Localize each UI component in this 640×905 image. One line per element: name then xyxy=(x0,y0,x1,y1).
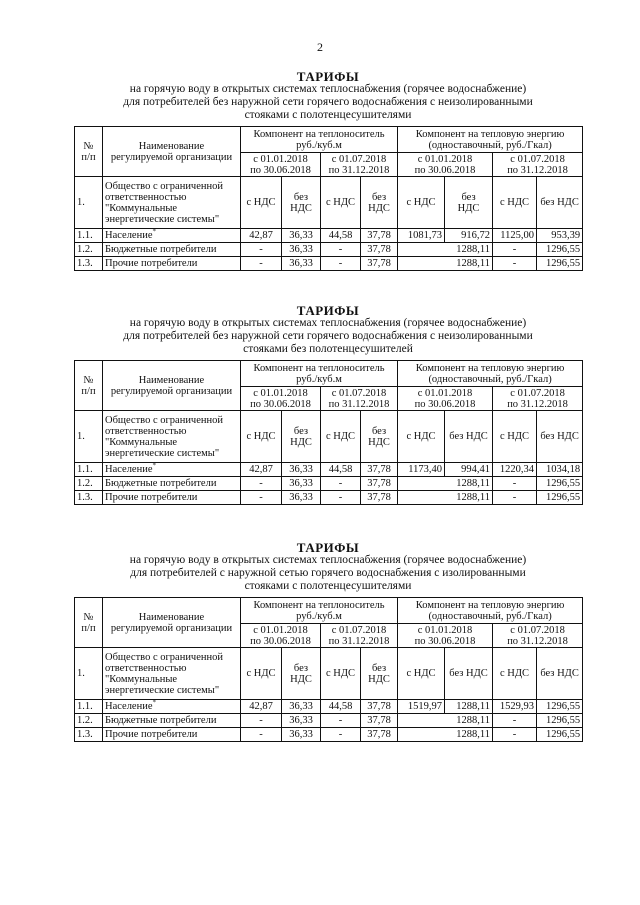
tariff-value: 36,33 xyxy=(282,463,321,477)
header-organization: Наименование регулируемой организации xyxy=(103,598,241,648)
table-row xyxy=(75,229,583,243)
org-number: 1. xyxy=(75,648,103,700)
col-without-vat: без НДС xyxy=(282,411,321,463)
tariff-value: 1296,55 xyxy=(537,491,583,505)
header-number: № п/п xyxy=(75,598,103,648)
footnote-mark: * xyxy=(152,227,156,236)
tariff-value: 1081,73 xyxy=(398,229,445,243)
section-subtitle-line: стояками с полотенцесушителями xyxy=(244,109,412,121)
section-title: ТАРИФЫ xyxy=(296,303,360,318)
row-consumer: Население* xyxy=(103,700,241,714)
row-consumer: Прочие потребители xyxy=(103,728,241,742)
section-heading xyxy=(74,304,582,356)
tariff-value: 1296,55 xyxy=(537,728,583,742)
tariff-value: 1529,93 xyxy=(493,700,537,714)
table-row xyxy=(75,257,583,271)
header-organization: Наименование регулируемой организации xyxy=(103,127,241,177)
row-number: 1.2. xyxy=(75,477,103,491)
section-subtitle-line: на горячую воду в открытых системах теплоснабжения (горячее водоснабжение) xyxy=(129,83,527,95)
tariff-value: 36,33 xyxy=(282,243,321,257)
table-row xyxy=(75,477,583,491)
col-with-vat: с НДС xyxy=(398,177,445,229)
tariff-value: 1288,11 xyxy=(398,243,493,257)
header-number: № п/п xyxy=(75,361,103,411)
tariff-value: 44,58 xyxy=(321,463,361,477)
table-row xyxy=(75,463,583,477)
table-row xyxy=(75,714,583,728)
section-subtitle-line: стояками с полотенцесушителями xyxy=(244,580,412,592)
col-without-vat: без НДС xyxy=(445,411,493,463)
footnote-mark: * xyxy=(152,461,156,470)
row-number: 1.3. xyxy=(75,728,103,742)
tariff-value: - xyxy=(493,477,537,491)
tariff-section xyxy=(74,70,582,271)
row-number: 1.3. xyxy=(75,257,103,271)
tariff-value: 1296,55 xyxy=(537,714,583,728)
row-number: 1.2. xyxy=(75,243,103,257)
col-without-vat: без НДС xyxy=(537,177,583,229)
col-without-vat: без НДС xyxy=(361,648,398,700)
header-heat-energy: Компонент на тепловую энергию (одноставочный, руб./Гкал) xyxy=(398,127,583,153)
tariff-value: - xyxy=(493,257,537,271)
tariff-value: 37,78 xyxy=(361,728,398,742)
tariff-section xyxy=(74,304,582,505)
tariff-value: 37,78 xyxy=(361,477,398,491)
tariff-value: 37,78 xyxy=(361,714,398,728)
tariff-value: 36,33 xyxy=(282,477,321,491)
tariff-value: - xyxy=(321,477,361,491)
table-row xyxy=(75,700,583,714)
section-subtitle-line: для потребителей без наружной сети горячего водоснабжения с неизолированными xyxy=(123,330,533,342)
header-period-2: с 01.07.2018 по 31.12.2018 xyxy=(321,624,398,648)
tariff-value: 1220,34 xyxy=(493,463,537,477)
tariff-value: 1288,11 xyxy=(398,728,493,742)
tariff-value: 1296,55 xyxy=(537,700,583,714)
header-period-2: с 01.07.2018 по 31.12.2018 xyxy=(321,387,398,411)
tariff-value: - xyxy=(321,243,361,257)
row-consumer: Бюджетные потребители xyxy=(103,714,241,728)
footnote-mark: * xyxy=(152,698,156,707)
col-without-vat: без НДС xyxy=(361,411,398,463)
col-with-vat: с НДС xyxy=(321,411,361,463)
tariff-value: 36,33 xyxy=(282,229,321,243)
tariff-value: - xyxy=(321,257,361,271)
col-with-vat: с НДС xyxy=(493,411,537,463)
tariff-value: 36,33 xyxy=(282,700,321,714)
tariff-value: 44,58 xyxy=(321,700,361,714)
tariff-value: 37,78 xyxy=(361,257,398,271)
tariff-value: 1288,11 xyxy=(398,257,493,271)
col-without-vat: без НДС xyxy=(361,177,398,229)
col-without-vat: без НДС xyxy=(282,177,321,229)
col-without-vat: без НДС xyxy=(445,177,493,229)
tariff-value: 37,78 xyxy=(361,700,398,714)
table-row xyxy=(75,243,583,257)
header-period-1: с 01.01.2018 по 30.06.2018 xyxy=(398,387,493,411)
tariff-value: 1173,40 xyxy=(398,463,445,477)
tariff-value: 1288,11 xyxy=(398,477,493,491)
row-consumer: Бюджетные потребители xyxy=(103,243,241,257)
header-period-1: с 01.01.2018 по 30.06.2018 xyxy=(241,153,321,177)
tariff-value: 42,87 xyxy=(241,229,282,243)
tariff-value: 36,33 xyxy=(282,491,321,505)
tariff-value: 36,33 xyxy=(282,714,321,728)
tariff-value: 1288,11 xyxy=(398,491,493,505)
tariff-table xyxy=(74,360,583,505)
tariff-value: 1296,55 xyxy=(537,257,583,271)
org-name: Общество с ограниченной ответственностью "Коммунальные энергетические системы" xyxy=(103,411,241,463)
tariff-value: 1034,18 xyxy=(537,463,583,477)
row-consumer: Бюджетные потребители xyxy=(103,477,241,491)
tariff-value: 1288,11 xyxy=(398,714,493,728)
col-with-vat: с НДС xyxy=(321,648,361,700)
table-row xyxy=(75,491,583,505)
row-consumer: Прочие потребители xyxy=(103,257,241,271)
tariff-value: 42,87 xyxy=(241,463,282,477)
table-row xyxy=(75,728,583,742)
tariff-value: - xyxy=(493,491,537,505)
col-without-vat: без НДС xyxy=(445,648,493,700)
col-with-vat: с НДС xyxy=(241,648,282,700)
header-heat-carrier: Компонент на теплоноситель руб./куб.м xyxy=(241,127,398,153)
section-subtitle-line: стояками без полотенцесушителей xyxy=(243,343,413,355)
row-consumer: Население* xyxy=(103,229,241,243)
header-organization: Наименование регулируемой организации xyxy=(103,361,241,411)
col-with-vat: с НДС xyxy=(241,177,282,229)
header-period-1: с 01.01.2018 по 30.06.2018 xyxy=(241,624,321,648)
row-number: 1.1. xyxy=(75,463,103,477)
row-number: 1.1. xyxy=(75,700,103,714)
row-number: 1.3. xyxy=(75,491,103,505)
col-without-vat: без НДС xyxy=(537,648,583,700)
header-heat-energy: Компонент на тепловую энергию (одноставочный, руб./Гкал) xyxy=(398,598,583,624)
col-with-vat: с НДС xyxy=(398,648,445,700)
tariff-value: - xyxy=(493,714,537,728)
tariff-value: 36,33 xyxy=(282,728,321,742)
row-consumer: Население* xyxy=(103,463,241,477)
tariff-table xyxy=(74,126,583,271)
row-number: 1.2. xyxy=(75,714,103,728)
tariff-value: 994,41 xyxy=(445,463,493,477)
col-with-vat: с НДС xyxy=(493,648,537,700)
section-subtitle-line: на горячую воду в открытых системах теплоснабжения (горячее водоснабжение) xyxy=(129,554,527,566)
tariff-value: - xyxy=(241,257,282,271)
org-name: Общество с ограниченной ответственностью "Коммунальные энергетические системы" xyxy=(103,177,241,229)
tariff-value: - xyxy=(321,728,361,742)
section-subtitle-line: для потребителей с наружной сетью горячего водоснабжения с изолированными xyxy=(130,567,526,579)
tariff-value: 916,72 xyxy=(445,229,493,243)
section-title: ТАРИФЫ xyxy=(296,69,360,84)
tariff-value: - xyxy=(493,728,537,742)
col-with-vat: с НДС xyxy=(493,177,537,229)
header-period-2: с 01.07.2018 по 31.12.2018 xyxy=(493,153,583,177)
section-subtitle-line: для потребителей без наружной сети горячего водоснабжения с неизолированными xyxy=(123,96,533,108)
tariff-value: - xyxy=(241,714,282,728)
tariff-value: 1125,00 xyxy=(493,229,537,243)
org-number: 1. xyxy=(75,411,103,463)
tariff-value: - xyxy=(321,714,361,728)
tariff-value: - xyxy=(241,491,282,505)
row-number: 1.1. xyxy=(75,229,103,243)
header-number: № п/п xyxy=(75,127,103,177)
header-period-2: с 01.07.2018 по 31.12.2018 xyxy=(321,153,398,177)
header-heat-carrier: Компонент на теплоноситель руб./куб.м xyxy=(241,598,398,624)
tariff-value: 37,78 xyxy=(361,463,398,477)
header-period-1: с 01.01.2018 по 30.06.2018 xyxy=(398,624,493,648)
header-heat-energy: Компонент на тепловую энергию (одноставочный, руб./Гкал) xyxy=(398,361,583,387)
col-with-vat: с НДС xyxy=(398,411,445,463)
tariff-value: 37,78 xyxy=(361,229,398,243)
tariff-section xyxy=(74,541,582,742)
tariff-value: - xyxy=(321,491,361,505)
tariff-value: 36,33 xyxy=(282,257,321,271)
section-title: ТАРИФЫ xyxy=(296,540,360,555)
tariff-value: 1288,11 xyxy=(445,700,493,714)
tariff-value: 37,78 xyxy=(361,243,398,257)
header-period-1: с 01.01.2018 по 30.06.2018 xyxy=(241,387,321,411)
header-period-2: с 01.07.2018 по 31.12.2018 xyxy=(493,387,583,411)
tariff-table xyxy=(74,597,583,742)
tariff-value: 1519,97 xyxy=(398,700,445,714)
tariff-value: 44,58 xyxy=(321,229,361,243)
header-period-1: с 01.01.2018 по 30.06.2018 xyxy=(398,153,493,177)
col-without-vat: без НДС xyxy=(537,411,583,463)
tariff-value: - xyxy=(241,477,282,491)
col-with-vat: с НДС xyxy=(321,177,361,229)
header-heat-carrier: Компонент на теплоноситель руб./куб.м xyxy=(241,361,398,387)
tariff-value: - xyxy=(241,243,282,257)
col-without-vat: без НДС xyxy=(282,648,321,700)
tariff-value: 1296,55 xyxy=(537,477,583,491)
tariff-value: 42,87 xyxy=(241,700,282,714)
tariff-value: 1296,55 xyxy=(537,243,583,257)
tariff-value: 37,78 xyxy=(361,491,398,505)
row-consumer: Прочие потребители xyxy=(103,491,241,505)
tariff-value: 953,39 xyxy=(537,229,583,243)
col-with-vat: с НДС xyxy=(241,411,282,463)
header-period-2: с 01.07.2018 по 31.12.2018 xyxy=(493,624,583,648)
org-number: 1. xyxy=(75,177,103,229)
tariff-value: - xyxy=(241,728,282,742)
tariff-value: - xyxy=(493,243,537,257)
org-name: Общество с ограниченной ответственностью "Коммунальные энергетические системы" xyxy=(103,648,241,700)
section-heading xyxy=(74,70,582,122)
page-number: 2 xyxy=(317,40,323,54)
section-subtitle-line: на горячую воду в открытых системах теплоснабжения (горячее водоснабжение) xyxy=(129,317,527,329)
section-heading xyxy=(74,541,582,593)
